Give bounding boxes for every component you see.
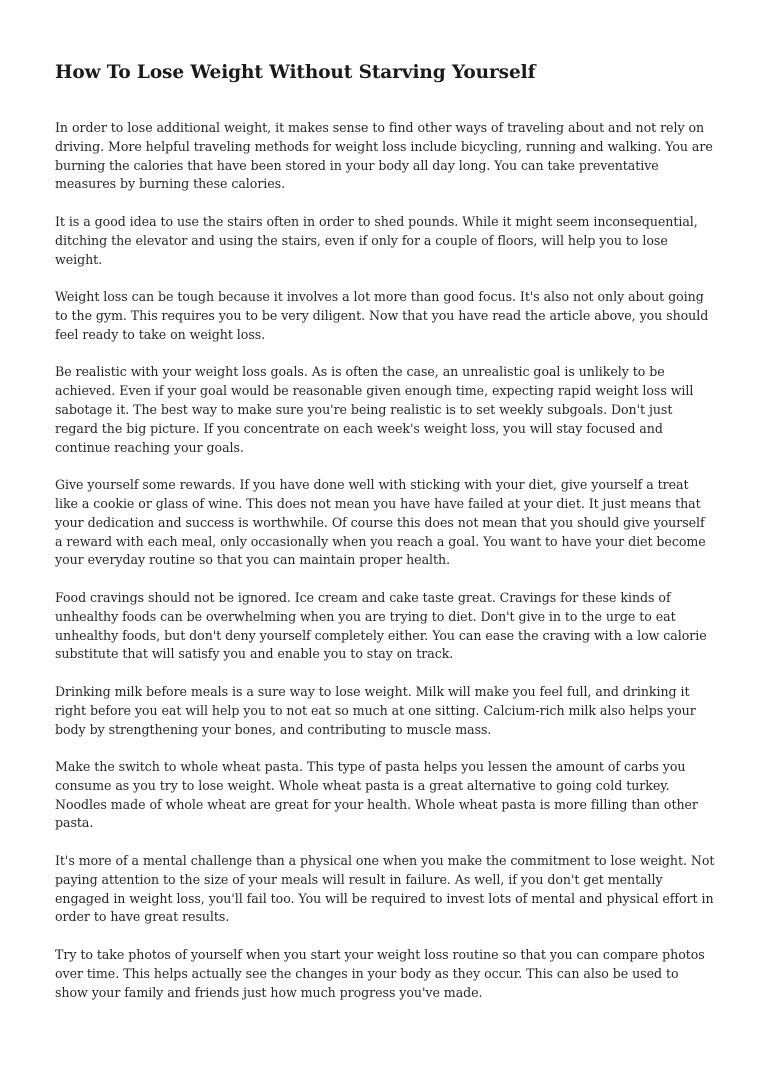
paragraph-9: It's more of a mental challenge than a physical one when you make the commitment to lose weight. Not paying attention to the size of your meals will result in failure. As well, if you don't get mentally engaged in weight loss, you'll fail too. You will be required to invest lots of mental and physical effort in order to have great results. [55, 853, 715, 925]
paragraph-10: Try to take photos of yourself when you start your weight loss routine so that you can compare photos over time. This helps actually see the changes in your body as they occur. This can also be used to show your family and friends just how much progress you've made. [55, 947, 705, 1000]
paragraph-2: It is a good idea to use the stairs often in order to shed pounds. While it might seem inconsequential, ditching the elevator and using the stairs, even if only for a couple of floors, will help you to lose weight. [55, 213, 698, 267]
paragraph-3: Weight loss can be tough because it involves a lot more than good focus. It's also not only about going to the gym. This requires you to be very diligent. Now that you have read the article above, you should feel ready to take on weight loss. [55, 289, 709, 342]
paragraph-8: Make the switch to whole wheat pasta. This type of pasta helps you lessen the amount of carbs you consume as you try to lose weight. Whole wheat pasta is a great alternative to going cold turkey. Noodles made of whole wheat are great for your health. Whole wheat pasta is more filling than other pasta. [55, 759, 698, 831]
document-title: How To Lose Weight Without Starving Yourself [55, 62, 536, 83]
document-body [55, 119, 715, 1002]
paragraph-1: In order to lose additional weight, it makes sense to find other ways of traveling about and not rely on driving. More helpful traveling methods for weight loss include bicycling, running and walking. You are burning the calories that have been stored in your body all day long. You can take preventative measures by burning these calories. [55, 120, 713, 192]
paragraph-5: Give yourself some rewards. If you have done well with sticking with your diet, give yourself a treat like a cookie or glass of wine. This does not mean you have have failed at your diet. It just means that your dedication and success is worthwhile. Of course this does not mean that you should give yourself a reward with each meal, only occasionally when you reach a goal. You want to have your diet become your everyday routine so that you can maintain proper health. [55, 477, 706, 568]
paragraph-7: Drinking milk before meals is a sure way to lose weight. Milk will make you feel full, and drinking it right before you eat will help you to not eat so much at one sitting. Calcium-rich milk also helps your body by strengthening your bones, and contributing to muscle mass. [55, 683, 696, 737]
document-page [55, 58, 715, 1021]
paragraph-6: Food cravings should not be ignored. Ice cream and cake taste great. Cravings for these kinds of unhealthy foods can be overwhelming when you are trying to diet. Don't give in to the urge to eat unhealthy foods, but don't deny yourself completely either. You can ease the craving with a low calorie substitute that will satisfy you and enable you to stay on track. [55, 589, 707, 662]
paragraph-4: Be realistic with your weight loss goals. As is often the case, an unrealistic goal is unlikely to be achieved. Even if your goal would be reasonable given enough time, expecting rapid weight loss will sabotage it. The best way to make sure you're being realistic is to set weekly subgoals. Don't just regard the big picture. If you concentrate on each week's weight loss, you will stay focused and continue reaching your goals. [55, 364, 694, 455]
